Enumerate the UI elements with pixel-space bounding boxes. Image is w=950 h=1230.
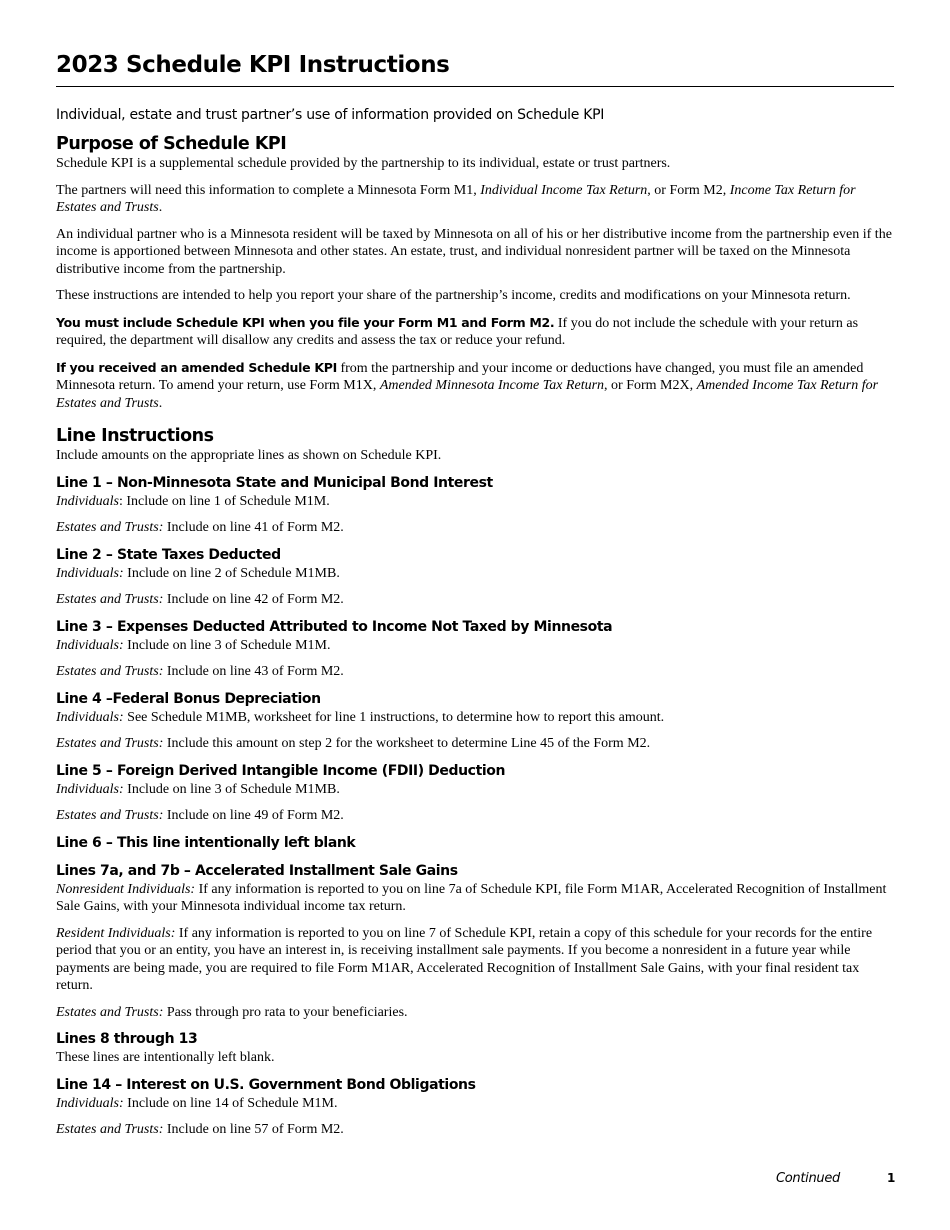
label: Individuals: <box>56 709 124 725</box>
label: Individuals: <box>56 637 124 653</box>
document-page <box>56 50 894 1139</box>
line-1-estates <box>56 519 894 537</box>
line-4-estates <box>56 735 894 753</box>
continued-label: Continued <box>776 1171 841 1186</box>
text: Include on line 14 of Schedule M1M. <box>123 1095 338 1111</box>
line-14-individuals <box>56 1095 894 1113</box>
label: Individuals: <box>56 565 124 581</box>
purpose-heading: Purpose of Schedule KPI <box>56 134 287 154</box>
line-7-resident <box>56 925 894 995</box>
line-7-estates <box>56 1004 894 1022</box>
text: Include on line 2 of Schedule M1MB. <box>123 565 340 581</box>
line-14-estates <box>56 1121 894 1139</box>
text: See Schedule M1MB, worksheet for line 1 instructions, to determine how to report this amount. <box>123 709 665 725</box>
text: Include on line 3 of Schedule M1M. <box>123 637 331 653</box>
text: , or Form M2X, <box>604 378 697 393</box>
purpose-paragraph-5 <box>56 314 894 350</box>
label: Estates and Trusts: <box>56 592 164 607</box>
lead-text: If you received an amended Schedule KPI <box>56 359 337 375</box>
line-5-heading: Line 5 – Foreign Derived Intangible Income (FDII) Deduction <box>56 762 506 779</box>
line-2-individuals <box>56 565 894 583</box>
form-m2-title: Income Tax Return for Estates and Trusts <box>56 182 856 215</box>
text: . <box>158 395 163 411</box>
text: , or Form M2, <box>647 182 730 198</box>
text: Include on line 41 of Form M2. <box>163 520 344 535</box>
line-14-heading: Line 14 – Interest on U.S. Government Bond Obligations <box>56 1076 476 1093</box>
text: Include on line 42 of Form M2. <box>163 592 344 607</box>
text: Pass through pro rata to your beneficiaries. <box>163 1004 408 1020</box>
text: The partners will need this information to complete a Minnesota Form M1, <box>56 182 481 198</box>
line-1-individuals <box>56 493 894 511</box>
text: : Include on line 1 of Schedule M1M. <box>119 493 330 509</box>
line-7-heading: Lines 7a, and 7b – Accelerated Installment Sale Gains <box>56 862 458 879</box>
line-2-heading: Line 2 – State Taxes Deducted <box>56 546 281 563</box>
line-5-estates <box>56 807 894 825</box>
text: Include on line 57 of Form M2. <box>163 1122 344 1137</box>
line-2-estates <box>56 591 894 609</box>
line-3-individuals <box>56 637 894 655</box>
line-3-heading: Line 3 – Expenses Deducted Attributed to Income Not Taxed by Minnesota <box>56 618 613 635</box>
label: Resident Individuals: <box>56 925 176 941</box>
page-subtitle: Individual, estate and trust partner’s use of information provided on Schedule KPI <box>56 107 605 123</box>
text: Include on line 49 of Form M2. <box>163 808 344 823</box>
line-6-heading: Line 6 – This line intentionally left blank <box>56 834 356 851</box>
text: If any information is reported to you on line 7 of Schedule KPI, retain a copy of this schedule for your records for the entire period that you or an entity, you have an interest in, is receiving installment sale payments. If you become a nonresident in a future year while payments are being made, you are required to file Form M1AR, Accelerated Recognition of Installment Sale Gains, with your final resident tax return. <box>56 925 873 993</box>
label: Estates and Trusts: <box>56 1122 164 1137</box>
purpose-paragraph-4: These instructions are intended to help you report your share of the partnership’s income, credits and modifications on your Minnesota return. <box>56 288 851 303</box>
lead-text: You must include Schedule KPI when you file your Form M1 and Form M2. <box>56 314 555 330</box>
label: Estates and Trusts: <box>56 808 164 823</box>
line-1-heading: Line 1 – Non-Minnesota State and Municipal Bond Interest <box>56 474 493 491</box>
text: If any information is reported to you on line 7a of Schedule KPI, file Form M1AR, Accelerated Recognition of Installment Sale Gains, with your Minnesota individual income tax return. <box>56 881 887 914</box>
text: Include on line 3 of Schedule M1MB. <box>123 781 340 797</box>
label: Estates and Trusts: <box>56 736 164 751</box>
line-3-estates <box>56 663 894 681</box>
text: Include this amount on step 2 for the worksheet to determine Line 45 of the Form M2. <box>163 736 651 751</box>
line-8-heading: Lines 8 through 13 <box>56 1031 198 1047</box>
purpose-paragraph-3: An individual partner who is a Minnesota resident will be taxed by Minnesota on all of his or her distributive income from the partnership even if the income is apportioned between Minnesota and other states. An estate, trust, and individual nonresident partner will be taxed on the Minnesota distributive income from the partnership. <box>56 226 892 277</box>
label: Individuals: <box>56 781 124 797</box>
line-4-heading: Line 4 –Federal Bonus Depreciation <box>56 690 321 707</box>
label: Nonresident Individuals: <box>56 881 196 897</box>
label: Estates and Trusts: <box>56 664 164 679</box>
line-5-individuals <box>56 781 894 799</box>
page-title: 2023 Schedule KPI Instructions <box>56 50 894 87</box>
label: Estates and Trusts: <box>56 1004 164 1020</box>
line-instructions-heading: Line Instructions <box>56 426 214 446</box>
purpose-paragraph-6 <box>56 359 894 413</box>
line-instructions-intro: Include amounts on the appropriate lines as shown on Schedule KPI. <box>56 448 442 463</box>
text: Include on line 43 of Form M2. <box>163 664 344 679</box>
page-number: 1 <box>887 1171 896 1185</box>
form-m1x-title: Amended Minnesota Income Tax Return <box>379 378 605 393</box>
line-7-nonresident <box>56 881 894 916</box>
text: . <box>158 200 163 215</box>
line-4-individuals <box>56 709 894 727</box>
label: Estates and Trusts: <box>56 520 164 535</box>
form-m1-title: Individual Income Tax Return <box>480 182 648 198</box>
label: Individuals <box>56 493 119 509</box>
text: If you do not include the schedule with your return as required, the department will disallow any credits and assess the tax or reduce your refund. <box>56 315 859 348</box>
purpose-paragraph-2 <box>56 182 894 217</box>
text: from the partnership and your income or deductions have changed, you must file an amended Minnesota return. To amend your return, use Form M1X, <box>56 360 864 393</box>
purpose-paragraph-1: Schedule KPI is a supplemental schedule provided by the partnership to its individual, estate or trust partners. <box>56 156 671 171</box>
form-m2x-title: Amended Income Tax Return for Estates and Trusts <box>56 378 879 411</box>
line-8-text: These lines are intentionally left blank. <box>56 1050 275 1065</box>
label: Individuals: <box>56 1095 124 1111</box>
